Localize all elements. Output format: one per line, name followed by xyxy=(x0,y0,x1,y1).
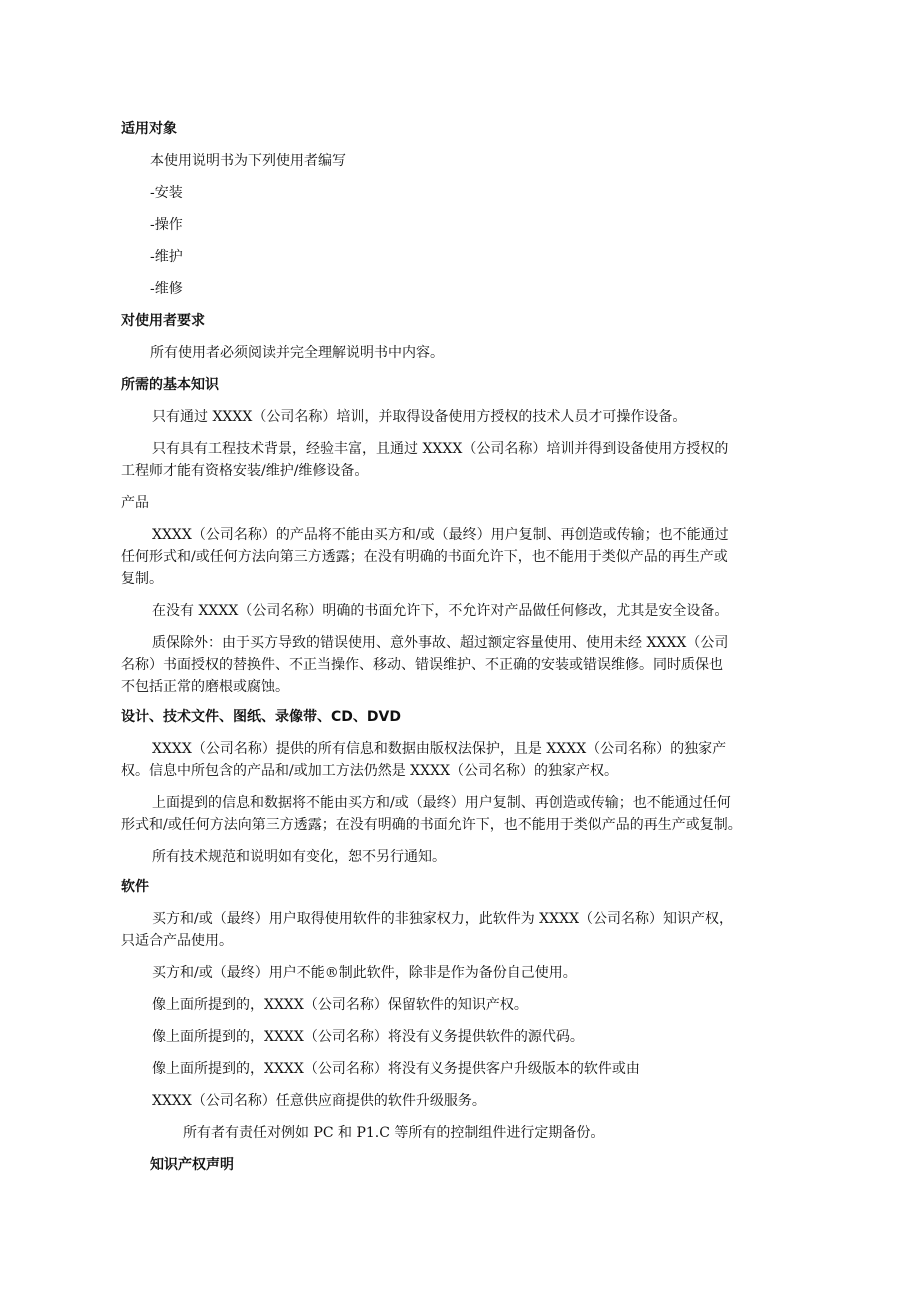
paragraph-line: 工程师才能有资格安装/维护/维修设备。 xyxy=(121,463,369,479)
list-item-operate: -操作 xyxy=(150,217,183,233)
paragraph: 在没有 XXXX（公司名称）明确的书面允许下，不允许对产品做任何修改，尤其是安全设备。 xyxy=(152,603,729,619)
paragraph-line: XXXX（公司名称）提供的所有信息和数据由版权法保护，且是 XXXX（公司名称）的独家产 xyxy=(152,741,727,757)
paragraph: 买方和/或（最终）用户不能®制此软件，除非是作为备份自己使用。 xyxy=(152,965,577,981)
section-heading-product: 产品 xyxy=(121,495,149,511)
paragraph-line: 不包括正常的磨根或腐蚀。 xyxy=(121,679,289,695)
paragraph: 像上面所提到的，XXXX（公司名称）将没有义务提供软件的源代码。 xyxy=(152,1029,584,1045)
paragraph-line: 形式和/或任何方法向第三方透露；在没有明确的书面允许下，也不能用于类似产品的再生产或复制。 xyxy=(121,817,742,833)
paragraph: 像上面所提到的，XXXX（公司名称）保留软件的知识产权。 xyxy=(152,997,528,1013)
paragraph: 只有通过 XXXX（公司名称）培训，并取得设备使用方授权的技术人员才可操作设备。 xyxy=(152,409,687,425)
paragraph: XXXX（公司名称）任意供应商提供的软件升级服务。 xyxy=(152,1093,486,1109)
section-heading-target-audience: 适用对象 xyxy=(121,121,177,137)
paragraph-line: 上面提到的信息和数据将不能由买方和/或（最终）用户复制、再创造或传输；也不能通过任何 xyxy=(152,795,731,811)
list-item-repair: -维修 xyxy=(150,281,183,297)
paragraph-line: 权。信息中所包含的产品和/或加工方法仍然是 XXXX（公司名称）的独家产权。 xyxy=(121,763,619,779)
paragraph-line: 任何形式和/或任何方法向第三方透露；在没有明确的书面允许下，也不能用于类似产品的再生产或 xyxy=(121,549,728,565)
paragraph-line: 复制。 xyxy=(121,571,163,587)
paragraph-line: 只适合产品使用。 xyxy=(121,933,233,949)
paragraph-line: 买方和/或（最终）用户取得使用软件的非独家权力，此软件为 XXXX（公司名称）知识产权， xyxy=(152,911,734,927)
paragraph-line: 名称）书面授权的替换件、不正当操作、移动、错误维护、不正确的安装或错误维修。同时质保也 xyxy=(121,657,723,673)
section-heading-ip-statement: 知识产权声明 xyxy=(150,1157,234,1173)
paragraph-line: 只有具有工程技术背景，经验丰富，且通过 XXXX（公司名称）培训并得到设备使用方授权的 xyxy=(152,441,729,457)
paragraph: 像上面所提到的，XXXX（公司名称）将没有义务提供客户升级版本的软件或由 xyxy=(152,1061,640,1077)
paragraph: 所有技术规范和说明如有变化，恕不另行通知。 xyxy=(152,849,446,865)
paragraph-line: 质保除外：由于买方导致的错误使用、意外事故、超过额定容量使用、使用未经 XXXX（公司 xyxy=(152,635,729,651)
paragraph: 所有者有责任对例如 PC 和 P1.C 等所有的控制组件进行定期备份。 xyxy=(183,1125,605,1141)
paragraph: 所有使用者必须阅读并完全理解说明书中内容。 xyxy=(150,345,444,361)
section-heading-basic-knowledge: 所需的基本知识 xyxy=(121,377,219,393)
paragraph-line: XXXX（公司名称）的产品将不能由买方和/或（最终）用户复制、再创造或传输；也不能通过 xyxy=(152,527,729,543)
section-heading-user-requirements: 对使用者要求 xyxy=(121,313,205,329)
section-heading-software: 软件 xyxy=(121,879,149,895)
list-item-install: -安装 xyxy=(150,185,183,201)
section-heading-design-docs: 设计、技术文件、图纸、录像带、CD、DVD xyxy=(121,709,401,725)
paragraph-intro: 本使用说明书为下列使用者编写 xyxy=(150,153,346,169)
list-item-maintain: -维护 xyxy=(150,249,183,265)
